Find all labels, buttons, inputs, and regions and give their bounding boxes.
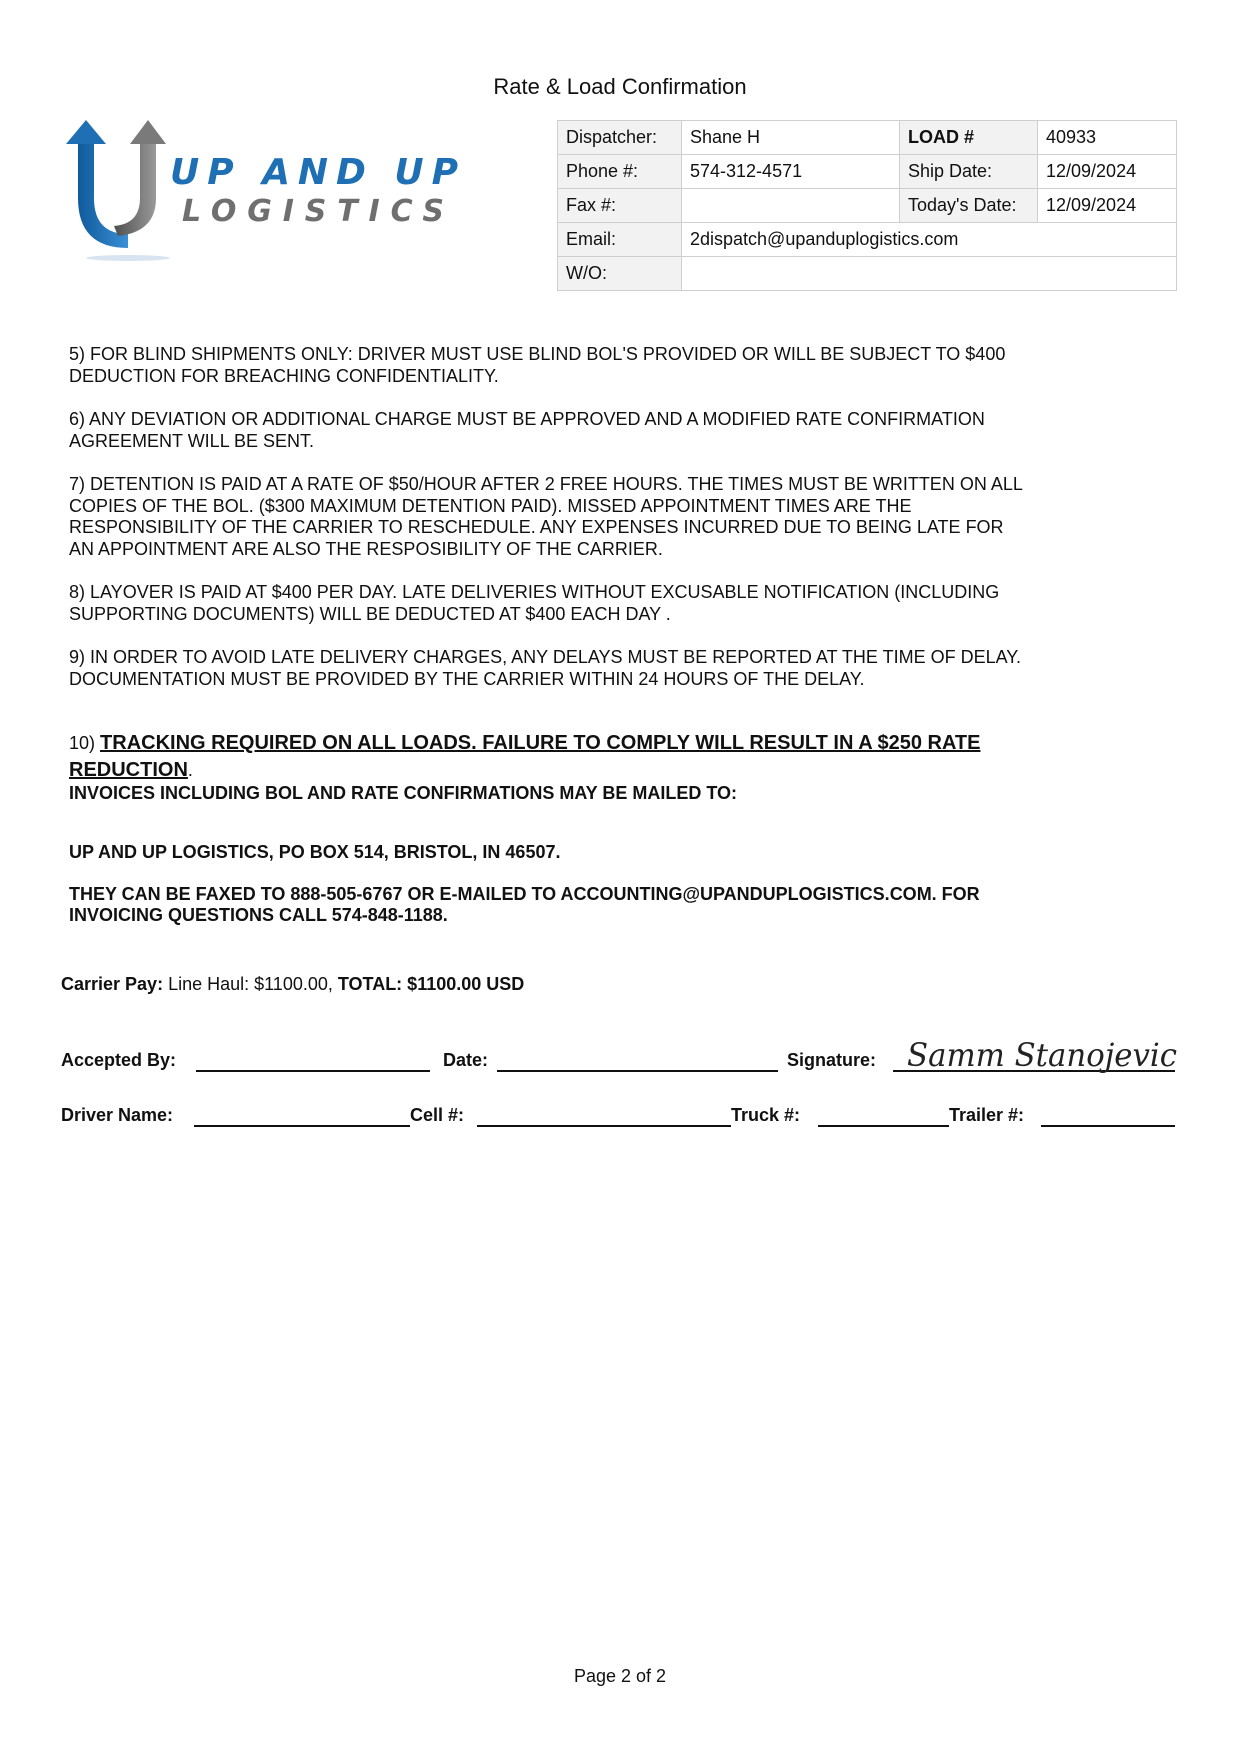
truck-label: Truck #: — [731, 1105, 801, 1125]
term-5 — [69, 344, 1179, 387]
term-7-line1: 7) DETENTION IS PAID AT A RATE OF $50/HOUR AFTER 2 FREE HOURS. THE TIMES MUST BE WRITTEN ON ALL — [69, 474, 1023, 494]
load-info-table — [557, 120, 1177, 291]
trailer-label: Trailer #: — [949, 1105, 1025, 1125]
driver-name-label: Driver Name: — [61, 1105, 174, 1125]
document-title: Rate & Load Confirmation — [493, 74, 747, 99]
phone-label: Phone #: — [558, 155, 682, 189]
table-row — [558, 189, 1177, 223]
dispatcher-value: Shane H — [682, 121, 900, 155]
email-value: 2dispatch@upanduplogistics.com — [682, 223, 1177, 257]
todays-date-label: Today's Date: — [900, 189, 1038, 223]
load-number-label: LOAD # — [900, 121, 1038, 155]
term-7-line2: COPIES OF THE BOL. ($300 MAXIMUM DETENTION PAID). MISSED APPOINTMENT TIMES ARE THE — [69, 495, 912, 516]
term-8 — [69, 582, 1179, 625]
signature-text: Samm Stanojevic — [907, 1036, 1178, 1074]
table-row — [558, 223, 1177, 257]
invoice-fax-email — [69, 884, 1169, 926]
term-5-line2: DEDUCTION FOR BREACHING CONFIDENTIALITY. — [69, 365, 499, 386]
table-row — [558, 155, 1177, 189]
term-6 — [69, 409, 1179, 452]
truck-line — [818, 1125, 949, 1127]
term-6-line1: 6) ANY DEVIATION OR ADDITIONAL CHARGE MUST BE APPROVED AND A MODIFIED RATE CONFIRMATION — [69, 409, 985, 429]
term-6-line2: AGREEMENT WILL BE SENT. — [69, 430, 315, 451]
page-number: Page 2 of 2 — [573, 1666, 667, 1686]
trailer-line — [1041, 1125, 1175, 1127]
phone-value: 574-312-4571 — [682, 155, 900, 189]
date-label: Date: — [443, 1050, 489, 1070]
ship-date-label: Ship Date: — [900, 155, 1038, 189]
invoice-mail-line: INVOICES INCLUDING BOL AND RATE CONFIRMATIONS MAY BE MAILED TO: — [69, 783, 738, 803]
carrier-pay — [61, 974, 524, 995]
term-10-line2: REDUCTION — [69, 759, 188, 781]
logo-line2: LOGISTICS — [182, 194, 444, 229]
wo-value — [682, 257, 1177, 291]
term-10-number: 10) — [69, 733, 96, 753]
invoice-address-line: UP AND UP LOGISTICS, PO BOX 514, BRISTOL, IN 46507. — [69, 842, 561, 862]
driver-name-line — [194, 1125, 410, 1127]
line-haul-amount: Line Haul: $1100.00, — [163, 974, 338, 994]
invoice-fax-line2: INVOICING QUESTIONS CALL 574-848-1188. — [69, 905, 448, 925]
terms-section — [69, 344, 1179, 712]
load-number-value: 40933 — [1038, 121, 1177, 155]
cell-label: Cell #: — [410, 1105, 465, 1125]
fax-label: Fax #: — [558, 189, 682, 223]
table-row — [558, 121, 1177, 155]
term-10-period: . — [187, 760, 193, 780]
invoice-fax-line1: THEY CAN BE FAXED TO 888-505-6767 OR E-MAILED TO ACCOUNTING@UPANDUPLOGISTICS.COM. FOR — [69, 884, 980, 904]
todays-date-value: 12/09/2024 — [1038, 189, 1177, 223]
term-10 — [69, 730, 1169, 784]
handwritten-signature — [903, 1030, 1188, 1086]
logo-line1: UP AND UP — [170, 152, 458, 193]
table-row — [558, 257, 1177, 291]
date-line — [497, 1070, 778, 1072]
fax-value — [682, 189, 900, 223]
wo-label: W/O: — [558, 257, 682, 291]
term-9-line2: DOCUMENTATION MUST BE PROVIDED BY THE CARRIER WITHIN 24 HOURS OF THE DELAY. — [69, 668, 865, 689]
email-label: Email: — [558, 223, 682, 257]
dispatcher-label: Dispatcher: — [558, 121, 682, 155]
ship-date-value: 12/09/2024 — [1038, 155, 1177, 189]
accepted-by-line — [196, 1070, 430, 1072]
term-5-line1: 5) FOR BLIND SHIPMENTS ONLY: DRIVER MUST USE BLIND BOL'S PROVIDED OR WILL BE SUBJECT TO $400 — [69, 344, 1006, 364]
term-10-line1: TRACKING REQUIRED ON ALL LOADS. FAILURE TO COMPLY WILL RESULT IN A $250 RATE — [100, 732, 981, 754]
term-8-line1: 8) LAYOVER IS PAID AT $400 PER DAY. LATE DELIVERIES WITHOUT EXCUSABLE NOTIFICATION (INCLUDING — [69, 582, 1000, 602]
accepted-by-label: Accepted By: — [61, 1050, 177, 1070]
term-7-line4: AN APPOINTMENT ARE ALSO THE RESPOSIBILITY OF THE CARRIER. — [69, 538, 663, 559]
term-7 — [69, 474, 1179, 560]
total-amount: TOTAL: $1100.00 USD — [337, 974, 525, 994]
up-and-up-logistics-logo — [58, 118, 468, 268]
term-9-line1: 9) IN ORDER TO AVOID LATE DELIVERY CHARGES, ANY DELAYS MUST BE REPORTED AT THE TIME OF DELAY. — [69, 647, 1021, 667]
term-8-line2: SUPPORTING DOCUMENTS) WILL BE DEDUCTED AT $400 EACH DAY . — [69, 603, 671, 624]
carrier-pay-label: Carrier Pay: — [61, 974, 164, 994]
term-7-line3: RESPONSIBILITY OF THE CARRIER TO RESCHEDULE. ANY EXPENSES INCURRED DUE TO BEING LATE FOR — [69, 517, 1004, 537]
cell-line — [477, 1125, 731, 1127]
signature-label: Signature: — [787, 1050, 877, 1070]
term-9 — [69, 647, 1179, 690]
